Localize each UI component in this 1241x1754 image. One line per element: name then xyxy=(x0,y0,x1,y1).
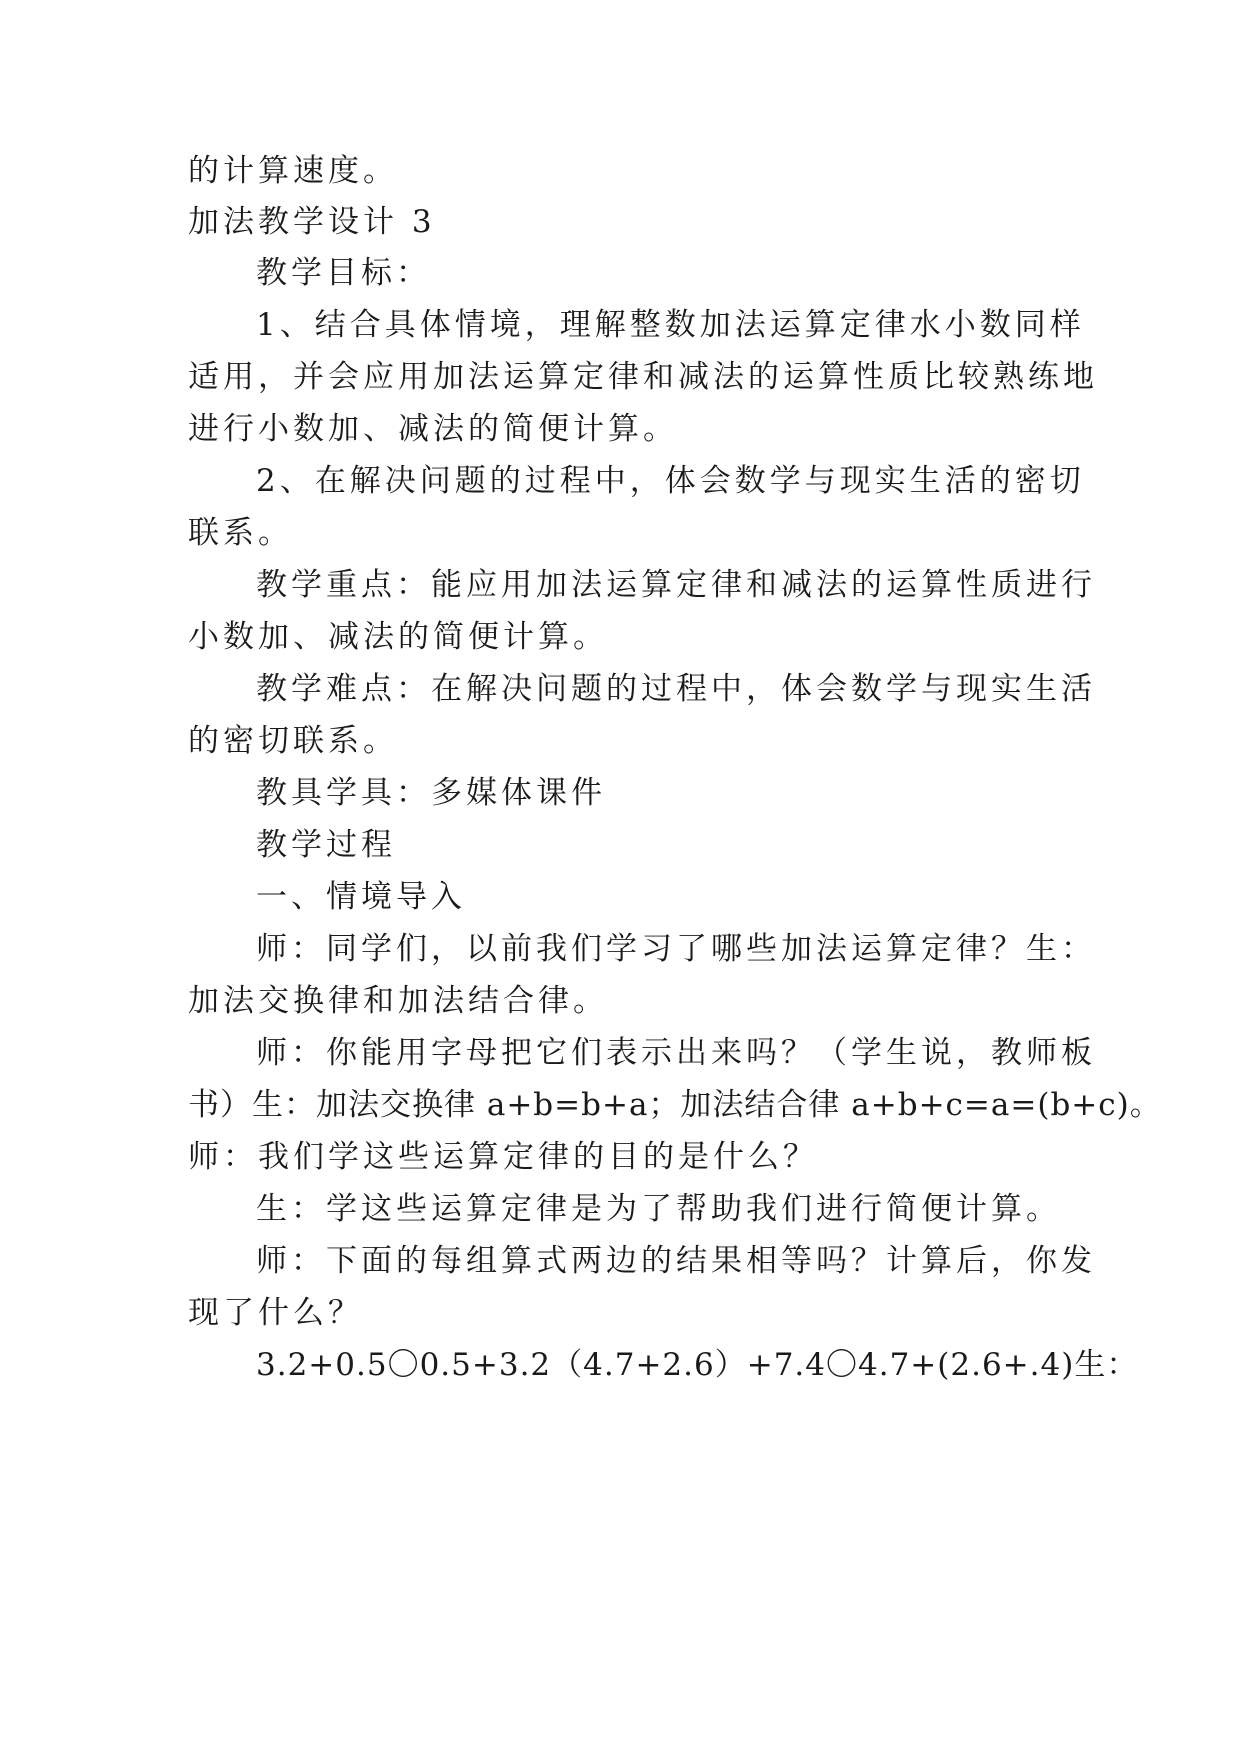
heading-process: 教学过程 xyxy=(256,827,396,863)
text-line: 生：学这些运算定律是为了帮助我们进行简便计算。 xyxy=(256,1191,1061,1227)
text-line: 进行小数加、减法的简便计算。 xyxy=(188,411,678,447)
heading-intro: 一、情境导入 xyxy=(256,879,466,915)
text-line: 师：同学们，以前我们学习了哪些加法运算定律？生： xyxy=(256,931,1096,967)
text-line: 3.2+0.5〇0.5+3.2（4.7+2.6）+7.4〇4.7+(2.6+.4)生： xyxy=(256,1347,1139,1383)
text-line: 小数加、减法的简便计算。 xyxy=(188,619,608,655)
text-line: 师：你能用字母把它们表示出来吗？（学生说，教师板 xyxy=(256,1035,1096,1071)
text-line: 2、在解决问题的过程中，体会数学与现实生活的密切 xyxy=(256,463,1085,499)
text-line: 1、结合具体情境，理解整数加法运算定律水小数同样 xyxy=(256,307,1085,343)
text-line: 的密切联系。 xyxy=(188,723,398,759)
text-line: 师：我们学这些运算定律的目的是什么？ xyxy=(188,1139,818,1175)
section-title: 加法教学设计 3 xyxy=(188,204,436,240)
text-line: 现了什么？ xyxy=(188,1295,363,1331)
text-line: 师：下面的每组算式两边的结果相等吗？计算后，你发 xyxy=(256,1243,1096,1279)
text-line: 的计算速度。 xyxy=(188,153,398,189)
heading-objectives: 教学目标： xyxy=(256,255,431,291)
text-line: 教学重点：能应用加法运算定律和减法的运算性质进行 xyxy=(256,567,1096,603)
text-line: 适用，并会应用加法运算定律和减法的运算性质比较熟练地 xyxy=(188,359,1098,395)
text-line: 加法交换律和加法结合律。 xyxy=(188,983,608,1019)
text-line: 书）生：加法交换律 a+b=b+a；加法结合律 a+b+c=a=(b+c)。 xyxy=(188,1087,1162,1123)
text-line: 教学难点：在解决问题的过程中，体会数学与现实生活 xyxy=(256,671,1096,707)
text-line: 教具学具：多媒体课件 xyxy=(256,775,606,811)
text-line: 联系。 xyxy=(188,515,293,551)
